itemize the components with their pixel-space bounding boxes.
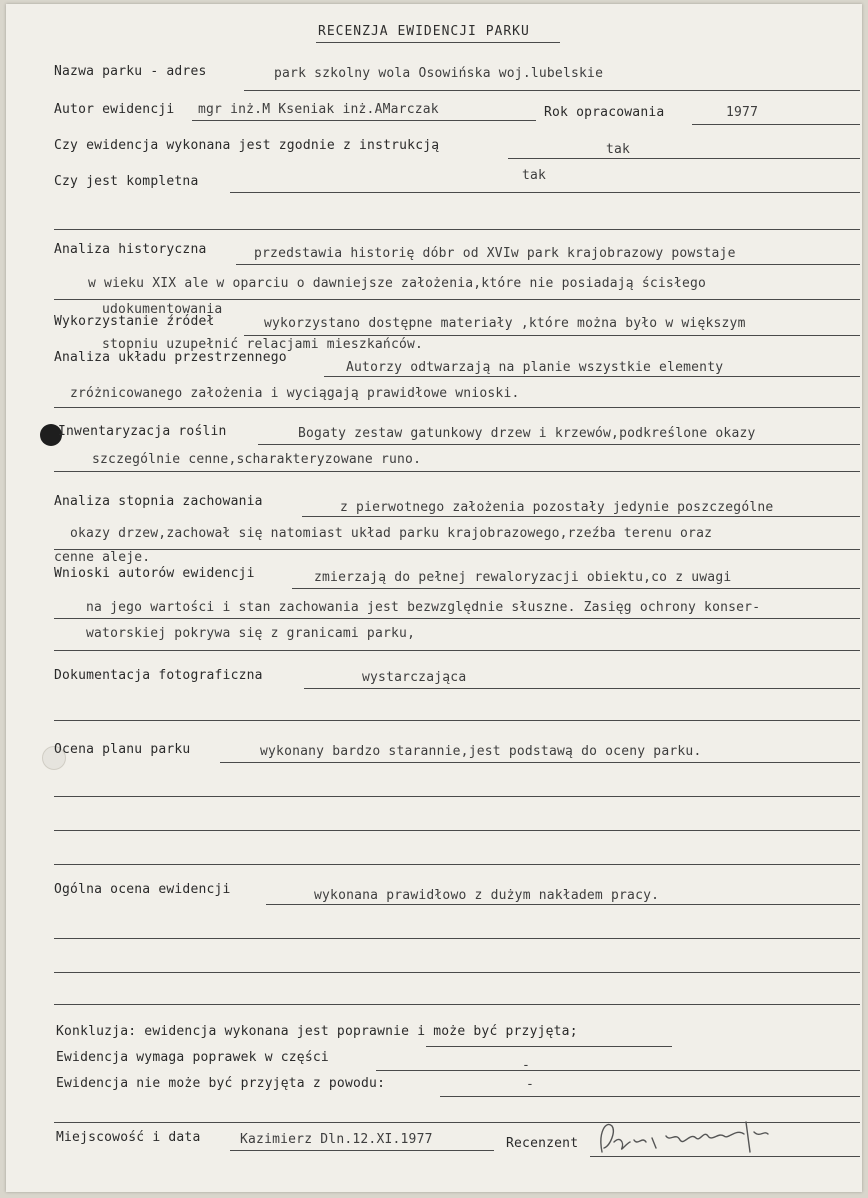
blank-line-5: [54, 864, 860, 865]
author-line: [192, 120, 536, 121]
signature-icon: [596, 1112, 776, 1162]
plan-value: wykonany bardzo starannie,jest podstawą do oceny parku.: [260, 744, 702, 759]
conclusion-line-1: Konkluzja: ewidencja wykonana jest poprawnie i może być przyjęta;: [56, 1024, 578, 1039]
preservation-line-2: [54, 549, 860, 550]
photo-value: wystarczająca: [362, 670, 467, 685]
blank-line-1: [54, 229, 860, 230]
plan-label: Ocena planu parku: [54, 742, 191, 757]
historical-label: Analiza historyczna: [54, 242, 207, 257]
preservation-text-2: okazy drzew,zachował się natomiast układ parku krajobrazowego,rzeźba terenu oraz: [70, 526, 713, 541]
sources-text-1: wykorzystano dostępne materiały ,które można było w większym: [264, 316, 746, 331]
spatial-line-1: [324, 376, 860, 377]
conclusions-line-3: [54, 650, 860, 651]
conclusion-underline: [426, 1046, 672, 1047]
photo-line: [304, 688, 860, 689]
title-underline: [316, 42, 560, 43]
plan-line: [220, 762, 860, 763]
overall-value: wykonana prawidłowo z dużym nakładem pracy.: [314, 888, 660, 903]
historical-text-2: w wieku XIX ale w oparciu o dawniejsze założenia,które nie posiadają ścisłego: [88, 276, 707, 291]
historical-line-1: [236, 264, 860, 265]
spatial-text-1: Autorzy odtwarzają na planie wszystkie elementy: [346, 360, 724, 375]
place-line: [230, 1150, 494, 1151]
park-label: Nazwa parku - adres: [54, 64, 207, 79]
plants-text-1: Bogaty zestaw gatunkowy drzew i krzewów,podkreślone okazy: [298, 426, 756, 441]
conclusions-text-3: watorskiej pokrywa się z granicami parku,: [86, 626, 416, 641]
plants-line-2: [54, 471, 860, 472]
complete-label: Czy jest kompletna: [54, 174, 199, 189]
reviewer-label: Recenzent: [506, 1136, 579, 1151]
sources-label: Wykorzystanie źródeł: [54, 314, 215, 329]
blank-line-7: [54, 972, 860, 973]
blank-line-3: [54, 796, 860, 797]
conclusion-line-3-label: Ewidencja nie może być przyjęta z powodu:: [56, 1076, 386, 1091]
sources-line-1: [244, 335, 860, 336]
spatial-line-2: [54, 407, 860, 408]
conclusion-line-3-rule: [440, 1096, 860, 1097]
preservation-label: Analiza stopnia zachowania: [54, 494, 263, 509]
overall-label: Ogólna ocena ewidencji: [54, 882, 231, 897]
plants-line-1: [258, 444, 860, 445]
historical-text-1: przedstawia historię dóbr od XVIw park krajobrazowy powstaje: [254, 246, 736, 261]
year-line: [692, 124, 860, 125]
conclusion-line-3-value: -: [526, 1077, 535, 1092]
conclusions-line-2: [54, 618, 860, 619]
year-value: 1977: [726, 105, 759, 120]
blank-line-4: [54, 830, 860, 831]
conclusions-text-1: zmierzają do pełnej rewaloryzacji obiektu,co z uwagi: [314, 570, 732, 585]
photo-label: Dokumentacja fotograficzna: [54, 668, 263, 683]
historical-line-2: [54, 299, 860, 300]
conclusion-line-2-value: -: [522, 1058, 531, 1073]
place-value: Kazimierz Dln.12.XI.1977: [240, 1132, 433, 1147]
author-label: Autor ewidencji: [54, 102, 175, 117]
spatial-text-2: zróżnicowanego założenia i wyciągają prawidłowe wnioski.: [70, 386, 520, 401]
park-value: park szkolny wola Osowińska woj.lubelskie: [274, 66, 604, 81]
instruction-label: Czy ewidencja wykonana jest zgodnie z instrukcją: [54, 138, 440, 153]
blank-line-2: [54, 720, 860, 721]
instruction-value: tak: [606, 142, 631, 157]
conclusions-label: Wnioski autorów ewidencji: [54, 566, 255, 581]
complete-line: [230, 192, 860, 193]
document-page: [6, 4, 862, 1192]
author-value: mgr inż.M Kseniak inż.AMarczak: [198, 102, 439, 117]
preservation-text-1: z pierwotnego założenia pozostały jedynie poszczególne: [340, 500, 774, 515]
conclusion-line-2-rule: [376, 1070, 860, 1071]
conclusions-line-1: [292, 588, 860, 589]
instruction-line: [508, 158, 860, 159]
place-label: Miejscowość i data: [56, 1130, 201, 1145]
preservation-text-3: cenne aleje.: [54, 550, 151, 565]
plants-text-2: szczególnie cenne,scharakteryzowane runo.: [92, 452, 422, 467]
historical-text-3: udokumentowania: [102, 302, 223, 317]
spatial-label: Analiza układu przestrzennego: [54, 350, 287, 365]
blank-line-8: [54, 1004, 860, 1005]
preservation-line-1: [302, 516, 860, 517]
complete-value: tak: [522, 168, 547, 183]
document-title: RECENZJA EWIDENCJI PARKU: [318, 24, 530, 39]
park-line: [244, 90, 860, 91]
overall-line: [266, 904, 860, 905]
blank-line-6: [54, 938, 860, 939]
plants-label: Inwentaryzacja roślin: [58, 424, 227, 439]
conclusions-text-2: na jego wartości i stan zachowania jest bezwzględnie słuszne. Zasięg ochrony konser-: [86, 600, 761, 615]
conclusion-line-2-label: Ewidencja wymaga poprawek w części: [56, 1050, 329, 1065]
sources-text-2: stopniu uzupełnić relacjami mieszkańców.: [102, 337, 424, 352]
year-label: Rok opracowania: [544, 105, 665, 120]
